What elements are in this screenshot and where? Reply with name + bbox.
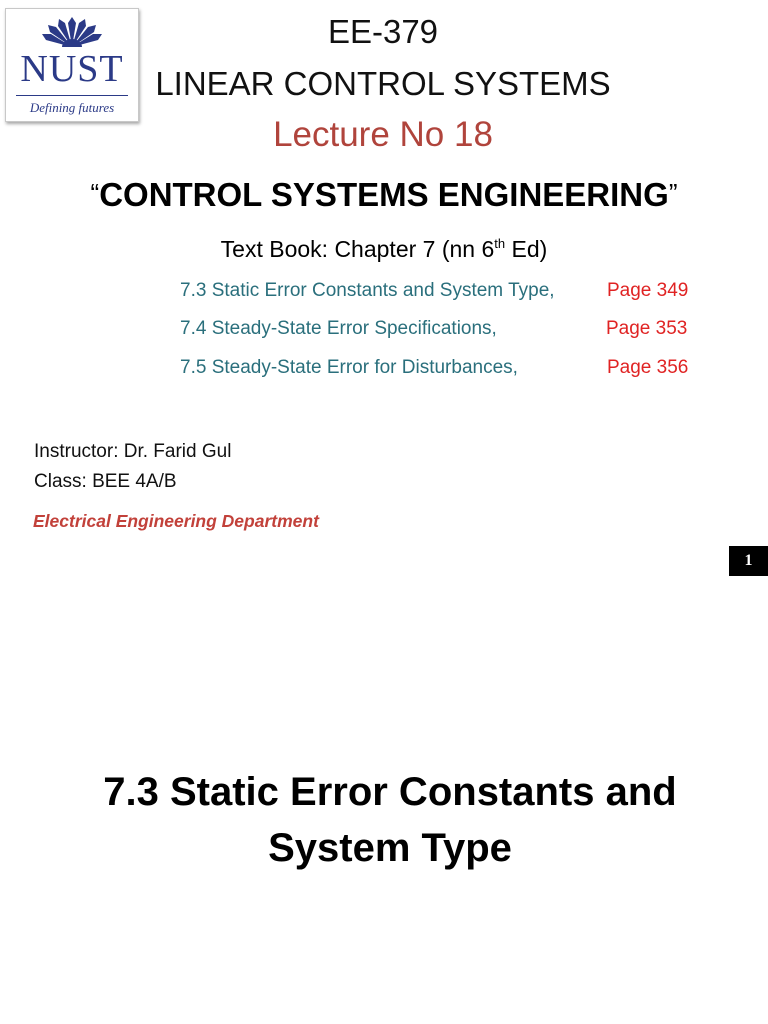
section-heading <box>0 764 768 876</box>
book-title-text: CONTROL SYSTEMS ENGINEERING <box>99 176 669 213</box>
open-quote: “ <box>90 178 100 208</box>
section-item <box>180 316 720 342</box>
course-code: EE-379 <box>327 13 439 50</box>
nust-logo <box>5 8 139 122</box>
course-title: LINEAR CONTROL SYSTEMS <box>155 65 611 102</box>
section-item <box>180 355 720 381</box>
section-page: Page 353 <box>606 318 688 339</box>
logo-name: NUST <box>20 48 124 90</box>
section-page: Page 356 <box>607 357 689 378</box>
logo-tagline: Defining futures <box>29 100 115 115</box>
textbook-prefix: Text Book: Chapter 7 (nn 6 <box>220 236 495 262</box>
class-info: Class: BEE 4A/B <box>34 471 177 492</box>
logo-divider <box>16 95 128 96</box>
textbook-edition-sup: th <box>494 236 506 251</box>
textbook-suffix: Ed) <box>505 236 548 262</box>
section-heading-line2: System Type <box>268 826 512 870</box>
section-label: 7.3 Static Error Constants and System Type, <box>180 280 555 301</box>
section-heading-line1: 7.3 Static Error Constants and <box>103 770 677 814</box>
instructor-name: Instructor: Dr. Farid Gul <box>34 441 232 462</box>
section-label: 7.4 Steady-State Error Specifications, <box>180 318 497 339</box>
slide-number-badge: 1 <box>729 546 768 576</box>
section-item <box>180 278 720 304</box>
department-name: Electrical Engineering Department <box>33 511 319 531</box>
section-title-slide <box>0 580 768 1024</box>
lecture-number: Lecture No 18 <box>273 115 493 154</box>
section-page: Page 349 <box>607 280 689 301</box>
close-quote: ” <box>668 178 678 208</box>
book-title <box>0 170 768 218</box>
textbook-reference <box>0 233 768 265</box>
sunburst-icon <box>6 9 138 53</box>
section-label: 7.5 Steady-State Error for Disturbances, <box>180 357 518 378</box>
